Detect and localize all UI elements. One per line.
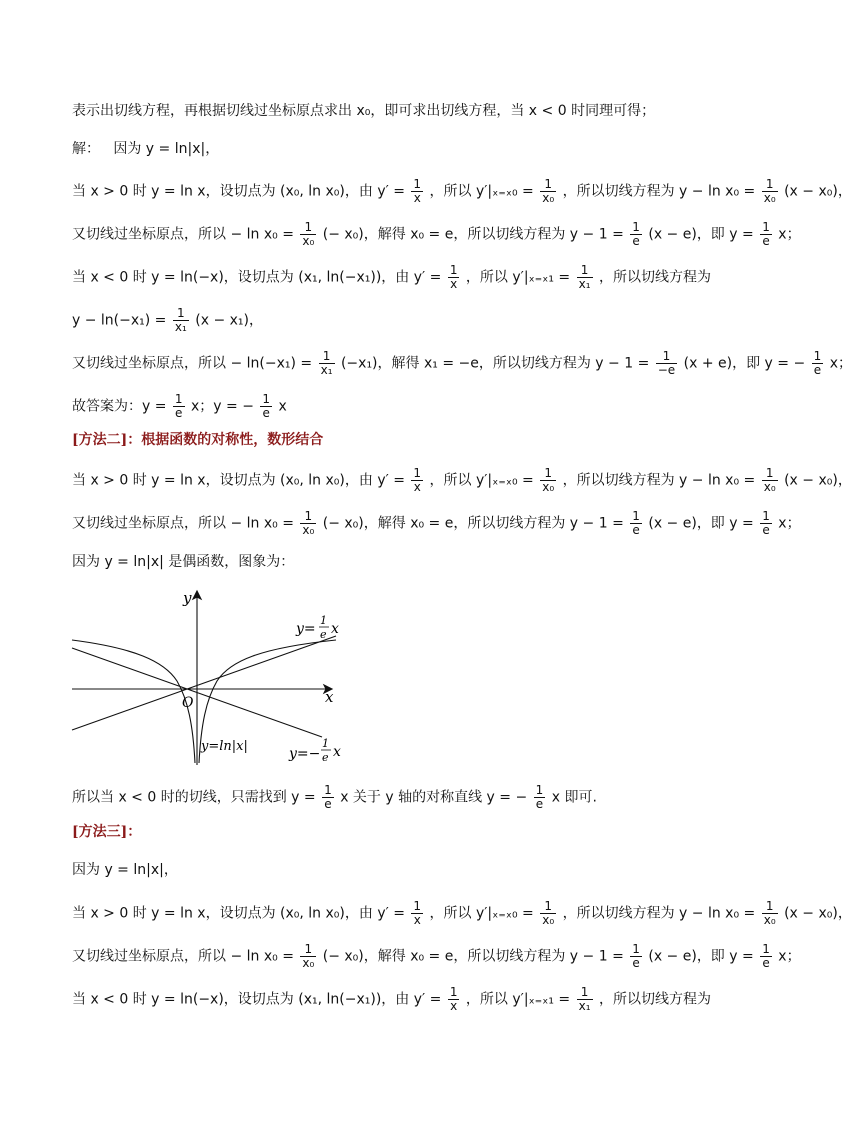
fraction: $\frac{1}{e}$ [632, 220, 640, 248]
ln-abs-x-graph [70, 585, 350, 767]
fraction: $\frac{1}{\text{x₀}}$ [302, 220, 315, 248]
fraction: $\frac{1}{x}$ [413, 899, 422, 927]
origin-negative-line: 又切线过坐标原点，所以 − ln(−x₁) = $\frac{1}{\text{x₁}}$ (−x₁)，解得 x₁ = −e，所以切线方程为 y − 1 = $\frac{1}{-e}$ (x + e)，即 y = − $\frac{1}{e}$ x； [72, 349, 852, 377]
fraction: $\frac{1}{e}$ [535, 783, 544, 811]
fraction: $\frac{1}{\text{x₀}}$ [763, 466, 776, 494]
fraction: $\frac{1}{\text{x₁}}$ [174, 306, 187, 334]
lower-x-var: x [333, 744, 341, 760]
fraction: $\frac{1}{e}$ [174, 392, 183, 420]
fraction: $\frac{1}{e}$ [813, 349, 822, 377]
x-axis-label: x [325, 688, 334, 706]
method3-case-positive-line: 当 x > 0 时 y = ln x，设切点为 (x₀, ln x₀)，由 y′ = $\frac{1}{x}$ ，所以 y′|ₓ₌ₓ₀ = $\frac{1}{\text{x₀}}$ ，所以切线方程为 y − ln x₀ = $\frac{1}{\text{x₀}}$ (x − x₀)， [72, 899, 852, 927]
fraction: $\frac{1}{\text{x₁}}$ [320, 349, 333, 377]
fraction: $\frac{1}{\text{x₀}}$ [763, 899, 776, 927]
fraction: $\frac{1}{\text{x₀}}$ [542, 466, 555, 494]
fraction: $\frac{1}{\text{x₁}}$ [578, 263, 591, 291]
answer-line: 故答案为：y = $\frac{1}{e}$ x；y = − $\frac{1}{e}$ x [72, 392, 287, 420]
fraction: $\frac{1}{\text{x₀}}$ [542, 899, 555, 927]
fraction: $\frac{1}{\text{x₀}}$ [302, 942, 315, 970]
upper-frac-num: 1 [320, 614, 327, 627]
fraction: $\frac{1}{\text{x₀}}$ [542, 177, 555, 205]
fraction: $\frac{1}{x}$ [413, 177, 422, 205]
method3-because-line: 因为 y = ln|x|， [72, 862, 178, 878]
method2-case-positive-line: 当 x > 0 时 y = ln x，设切点为 (x₀, ln x₀)，由 y′ = $\frac{1}{x}$ ，所以 y′|ₓ₌ₓ₀ = $\frac{1}{\text{x₀}}$ ，所以切线方程为 y − ln x₀ = $\frac{1}{\text{x₀}}$ (x − x₀)， [72, 466, 852, 494]
method2-origin-positive-line: 又切线过坐标原点，所以 − ln x₀ = $\frac{1}{\text{x₀}}$ (− x₀)，解得 x₀ = e，所以切线方程为 y − 1 = $\frac{1}{e}$ (x − e)，即 y = $\frac{1}{e}$ x； [72, 509, 801, 537]
fraction: $\frac{1}{x}$ [449, 263, 458, 291]
negative-equation-line: y − ln(−x₁) = $\frac{1}{\text{x₁}}$ (x − x₁)， [72, 306, 263, 334]
curve-left-branch [72, 640, 195, 763]
fraction: $\frac{1}{e}$ [762, 942, 770, 970]
upper-line-label: y= [296, 621, 316, 637]
method3-case-negative-line: 当 x < 0 时 y = ln(−x)，设切点为 (x₁, ln(−x₁))，由 y′ = $\frac{1}{x}$ ，所以 y′|ₓ₌ₓ₁ = $\frac{1}{\text{x₁}}$ ，所以切线方程为 [72, 985, 711, 1013]
fraction: $\frac{1}{e}$ [632, 509, 640, 537]
fraction: $\frac{1}{x}$ [449, 985, 458, 1013]
fraction: $\frac{1}{\text{x₀}}$ [302, 509, 315, 537]
fraction: $\frac{1}{\text{x₁}}$ [578, 985, 591, 1013]
solution-line: 解： 因为 y = ln|x|， [72, 141, 220, 157]
case-negative-line: 当 x < 0 时 y = ln(−x)，设切点为 (x₁, ln(−x₁))，由 y′ = $\frac{1}{x}$ ，所以 y′|ₓ₌ₓ₁ = $\frac{1}{\text{x₁}}$ ，所以切线方程为 [72, 263, 711, 291]
even-function-line: 因为 y = ln|x| 是偶函数，图象为： [72, 554, 295, 570]
lower-frac-num: 1 [322, 737, 329, 750]
fraction: $\frac{1}{-e}$ [657, 349, 676, 377]
fraction: $\frac{1}{e}$ [324, 783, 332, 811]
upper-x-var: x [331, 621, 339, 637]
intro-line: 表示出切线方程，再根据切线过坐标原点求出 x₀，即可求出切线方程，当 x < 0 时同理可得； [72, 103, 656, 119]
origin-positive-line: 又切线过坐标原点，所以 − ln x₀ = $\frac{1}{\text{x₀}}$ (− x₀)，解得 x₀ = e，所以切线方程为 y − 1 = $\frac{1}{e}$ (x − e)，即 y = $\frac{1}{e}$ x； [72, 220, 801, 248]
curve-label: y=ln|x| [201, 739, 248, 754]
method2-heading: [方法二]：根据函数的对称性，数形结合 [72, 432, 324, 448]
upper-frac-den: e [320, 628, 327, 641]
fraction: $\frac{1}{e}$ [632, 942, 640, 970]
fraction: $\frac{1}{e}$ [262, 392, 271, 420]
fraction: $\frac{1}{e}$ [762, 220, 770, 248]
method3-heading: [方法三]： [72, 824, 142, 840]
lower-line-label: y=− [289, 746, 321, 762]
origin-label: O [182, 695, 194, 711]
y-axis-label: y [183, 589, 192, 607]
fraction: $\frac{1}{x}$ [413, 466, 422, 494]
fraction: $\frac{1}{e}$ [762, 509, 770, 537]
method3-origin-positive-line: 又切线过坐标原点，所以 − ln x₀ = $\frac{1}{\text{x₀}}$ (− x₀)，解得 x₀ = e，所以切线方程为 y − 1 = $\frac{1}{e}$ (x − e)，即 y = $\frac{1}{e}$ x； [72, 942, 801, 970]
fraction: $\frac{1}{\text{x₀}}$ [763, 177, 776, 205]
case-positive-line: 当 x > 0 时 y = ln x，设切点为 (x₀, ln x₀)，由 y′ = $\frac{1}{x}$ ，所以 y′|ₓ₌ₓ₀ = $\frac{1}{\text{x₀}}$ ，所以切线方程为 y − ln x₀ = $\frac{1}{\text{x₀}}$ (x − x₀)， [72, 177, 852, 205]
symmetry-line: 所以当 x < 0 时的切线，只需找到 y = $\frac{1}{e}$ x 关于 y 轴的对称直线 y = − $\frac{1}{e}$ x 即可. [72, 783, 597, 811]
lower-frac-den: e [322, 751, 329, 764]
